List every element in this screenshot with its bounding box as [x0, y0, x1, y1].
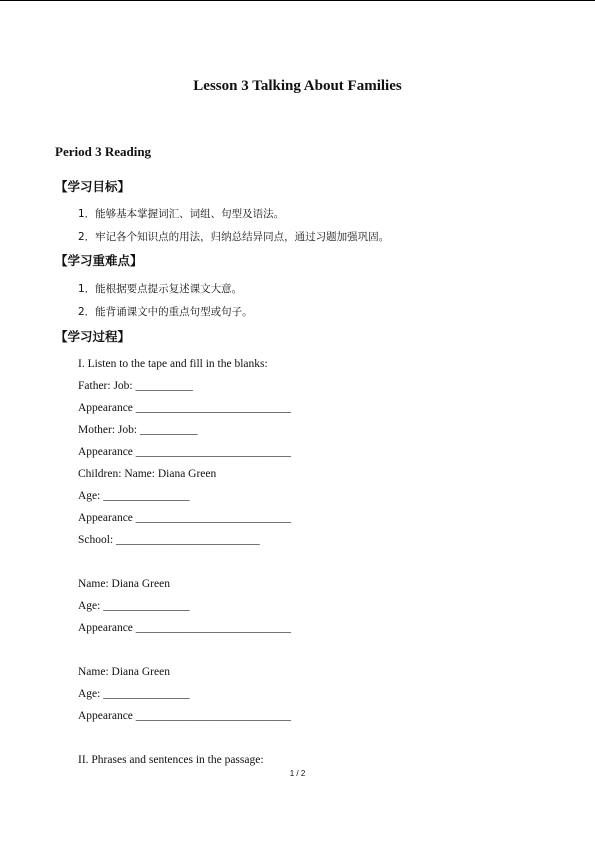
mother-appearance-line: Appearance ___________________________	[78, 446, 292, 458]
child-3-name-line: Name: Diana Green	[78, 666, 170, 678]
exercise-1-title: I. Listen to the tape and fill in the blanks:	[78, 358, 268, 370]
section-heading-goals: 【学习目标】	[55, 179, 131, 194]
page-number: 1 / 2	[289, 769, 306, 778]
section-heading-process: 【学习过程】	[55, 329, 131, 344]
child-3-age-line: Age: _______________	[78, 688, 190, 700]
child-3-appearance-line: Appearance ___________________________	[78, 710, 292, 722]
father-appearance-line: Appearance ___________________________	[78, 402, 292, 414]
key-point-item-2: 2．能背诵课文中的重点句型或句子。	[78, 306, 253, 318]
key-point-item-1: 1．能根据要点提示复述课文大意。	[78, 283, 243, 295]
goal-item-2: 2．牢记各个知识点的用法，归纳总结异同点，通过习题加强巩固。	[78, 231, 390, 243]
child-1-name-line: Children: Name: Diana Green	[78, 468, 217, 480]
mother-job-line: Mother: Job: __________	[78, 424, 198, 436]
child-2-age-line: Age: _______________	[78, 600, 190, 612]
document-title: Lesson 3 Talking About Families	[193, 78, 402, 94]
father-job-line: Father: Job: __________	[78, 380, 193, 392]
goal-item-1: 1．能够基本掌握词汇、词组、句型及语法。	[78, 208, 285, 220]
period-label: Period 3 Reading	[55, 144, 152, 159]
child-1-school-line: School: _________________________	[78, 534, 260, 546]
child-2-appearance-line: Appearance ___________________________	[78, 622, 292, 634]
child-1-age-line: Age: _______________	[78, 490, 190, 502]
child-1-appearance-line: Appearance ___________________________	[78, 512, 292, 524]
header-rule	[0, 0, 595, 1]
section-heading-key-points: 【学习重难点】	[55, 253, 143, 268]
exercise-2-title: II. Phrases and sentences in the passage:	[78, 754, 264, 766]
child-2-name-line: Name: Diana Green	[78, 578, 170, 590]
